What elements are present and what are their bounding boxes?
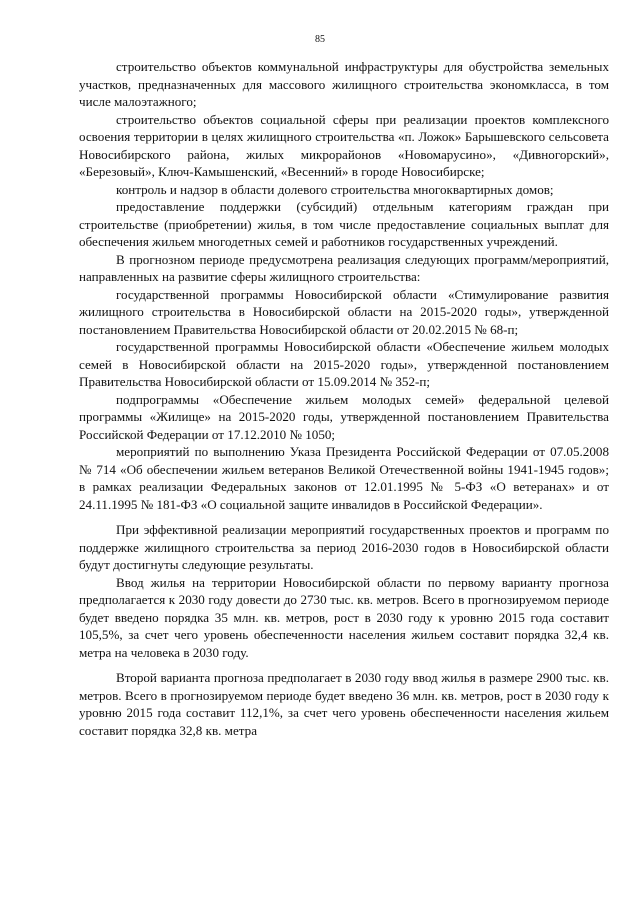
page-number: 85 <box>315 34 325 45</box>
paragraph: мероприятий по выполнению Указа Президента Российской Федерации от 07.05.2008 № 714 «Об обеспечении жильем ветеранов Великой Отечественной войны 1941-1945 годов»; в рамках реализации Федеральных законов от 12.01.1995 № 5-ФЗ «О ветеранах» и от 24.11.1995 № 181-ФЗ «О социальной защите инвалидов в Российской Федерации». <box>79 444 609 512</box>
paragraph: государственной программы Новосибирской области «Стимулирование развития жилищного строительства в Новосибирской области на 2015-2020 годы», утвержденной постановлением Правительства Новосибирской области от 20.02.2015 № 68-п; <box>79 286 609 337</box>
paragraph: Ввод жилья на территории Новосибирской области по первому варианту прогноза предполагается к 2030 году довести до 2730 тыс. кв. метров. Всего в прогнозируемом периоде будет введено порядка 35 млн. кв. метров, рост в 2030 году к уровню 2015 года составит 105,5%, за счет чего уровень обеспеченности населения жильем составит порядка 32,4 кв. метра на человека в 2030 году. <box>79 574 609 660</box>
paragraph: В прогнозном периоде предусмотрена реализация следующих программ/мероприятий, направленных на развитие сферы жилищного строительства: <box>79 251 609 284</box>
paragraph: строительство объектов коммунальной инфраструктуры для обустройства земельных участков, предназначенных для массового жилищного строительства экономкласса, в том числе малоэтажного; <box>79 59 609 109</box>
paragraph: строительство объектов социальной сферы при реализации проектов комплексного освоения территории в целях жилищного строительства «п. Ложок» Барышевского сельсовета Новосибирского района, жилых микрорайонов «Новомарусино», «Дивногорский», «Березовый», Ключ-Камышенский, «Весенний» в городе Новосибирске; <box>79 111 609 179</box>
paragraph: подпрограммы «Обеспечение жильем молодых семей» федеральной целевой программы «Жилище» на 2015-2020 годы, утвержденной постановлением Правительства Российской Федерации от 17.12.2010 № 1050; <box>79 391 609 442</box>
document-body <box>79 58 609 739</box>
paragraph: контроль и надзор в области долевого строительства многоквартирных домов; <box>116 181 554 197</box>
paragraph: предоставление поддержки (субсидий) отдельным категориям граждан при строительстве (приобретении) жилья, в том числе предоставление социальных выплат для обеспечения жильем многодетных семей и работников государственных учреждений. <box>79 199 609 249</box>
paragraph: При эффективной реализации мероприятий государственных проектов и программ по поддержке жилищного строительства за период 2016-2030 годов в Новосибирской области будут достигнуты следующие результаты. <box>79 522 609 572</box>
paragraph: государственной программы Новосибирской области «Обеспечение жильем молодых семей в Новосибирской области на 2015-2020 годы», утвержденной постановлением Правительства Новосибирской области от 15.09.2014 № 352-п; <box>79 339 609 389</box>
paragraph: Второй варианта прогноза предполагает в 2030 году ввод жилья в размере 2900 тыс. кв. метров. Всего в прогнозируемом периоде будет введено 36 млн. кв. метров, рост в 2030 году к уровню 2015 года составит 112,1%, за счет чего уровень обеспеченности населения жильем составит порядка 32,8 кв. метра <box>79 670 609 738</box>
